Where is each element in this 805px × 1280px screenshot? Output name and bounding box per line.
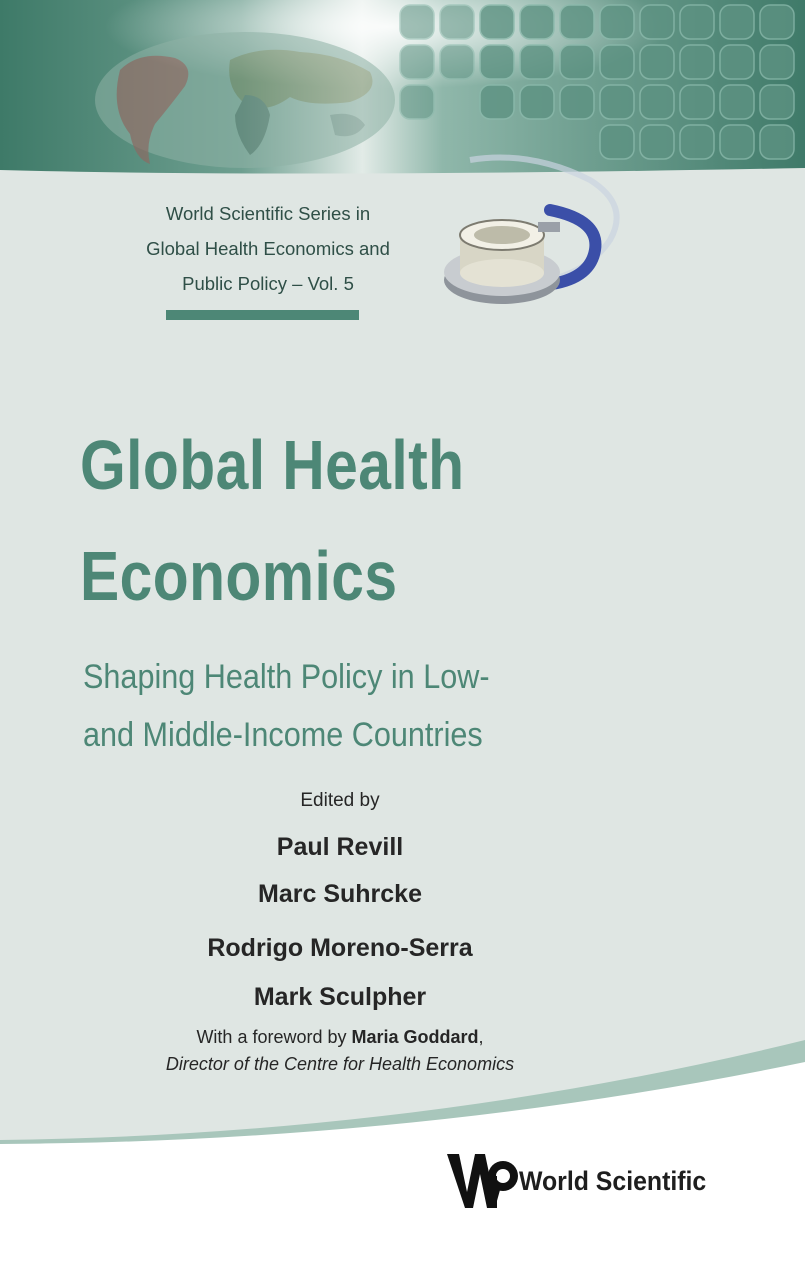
title-line: Global Health bbox=[80, 426, 465, 504]
world-map-icon bbox=[95, 32, 395, 168]
publisher-name: World Scientific bbox=[519, 1166, 707, 1196]
series-line: World Scientific Series in bbox=[165, 203, 371, 224]
editor-name: Mark Sculpher bbox=[253, 983, 427, 1011]
series-divider bbox=[166, 310, 359, 320]
cover-banner bbox=[0, 0, 805, 200]
editor-name: Paul Revill bbox=[276, 833, 404, 861]
title-line: Economics bbox=[80, 537, 398, 615]
bottom-wave bbox=[0, 1040, 805, 1280]
editor-name: Rodrigo Moreno-Serra bbox=[207, 934, 473, 962]
series-info bbox=[118, 196, 418, 301]
foreword-author-role: Director of the Centre for Health Economics bbox=[165, 1054, 515, 1074]
foreword-comma: , bbox=[478, 1027, 484, 1047]
editor-name: Marc Suhrcke bbox=[258, 880, 422, 908]
world-scientific-logo-icon bbox=[445, 1148, 521, 1212]
subtitle-line: Shaping Health Policy in Low- bbox=[83, 658, 490, 696]
series-line: Public Policy – Vol. 5 bbox=[182, 273, 354, 294]
series-line: Global Health Economics and bbox=[146, 238, 390, 259]
foreword-prefix: With a foreword by bbox=[196, 1027, 347, 1047]
foreword-author: Maria Goddard bbox=[351, 1027, 479, 1047]
edited-by-label: Edited by bbox=[300, 790, 380, 811]
book-subtitle bbox=[83, 648, 490, 764]
subtitle-line: and Middle-Income Countries bbox=[83, 716, 483, 754]
stethoscope-icon bbox=[430, 140, 630, 320]
book-title bbox=[80, 410, 464, 632]
